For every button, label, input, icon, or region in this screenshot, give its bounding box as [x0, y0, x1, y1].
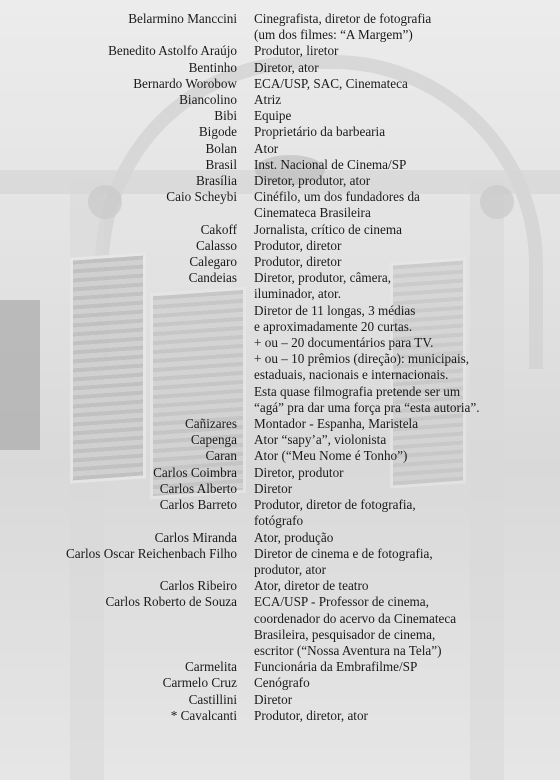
person-name: Benedito Astolfo Araújo — [108, 43, 237, 59]
person-role — [254, 270, 544, 416]
person-role — [254, 189, 544, 221]
role-line: Equipe — [254, 108, 292, 124]
role-line: Ator (“Meu Nome é Tonho”) — [254, 448, 408, 464]
role-line: Inst. Nacional de Cinema/SP — [254, 156, 407, 172]
role-line: Atriz — [254, 92, 282, 108]
role-line: Diretor, produtor — [254, 464, 344, 480]
person-name: Carlos Oscar Reichenbach Filho — [65, 545, 237, 561]
person-name: Calegaro — [189, 254, 237, 270]
person-role — [254, 43, 544, 59]
person-name: Castillini — [188, 691, 237, 707]
role-line: Ator, produção — [254, 529, 334, 545]
person-name: Bibi — [214, 108, 237, 124]
credit-entry — [0, 189, 560, 221]
person-name: Bolan — [205, 140, 237, 156]
role-line: Montador - Espanha, Maristela — [254, 416, 419, 432]
person-role — [254, 481, 544, 497]
credits-list — [0, 11, 560, 724]
role-line: Diretor — [254, 691, 293, 707]
role-line: ECA/USP, SAC, Cinemateca — [254, 75, 408, 91]
person-name: Belarmino Manccini — [128, 11, 237, 26]
role-line: Proprietário da barbearia — [254, 124, 386, 140]
credit-entry — [0, 448, 560, 464]
person-name: Carlos Roberto de Souza — [105, 594, 237, 610]
role-line: Brasileira, pesquisador de cinema, — [254, 626, 436, 642]
role-line: (um dos filmes: “A Margem”) — [254, 27, 413, 43]
role-line: coordenador do acervo da Cinemateca — [254, 610, 457, 626]
role-line: Diretor de cinema e de fotografia, — [254, 545, 433, 561]
role-line: Esta quase filmografia pretende ser um — [254, 383, 461, 399]
credit-entry — [0, 481, 560, 497]
credit-entry — [0, 432, 560, 448]
credit-entry — [0, 11, 560, 43]
credit-entry — [0, 238, 560, 254]
role-line: Diretor, produtor, câmera, — [254, 270, 391, 286]
credit-entry — [0, 692, 560, 708]
person-name: Bernardo Worobow — [133, 75, 237, 91]
role-line: Produtor, diretor de fotografia, — [254, 497, 416, 513]
person-role — [254, 11, 544, 43]
person-name: Carlos Barreto — [159, 497, 237, 513]
person-role — [254, 578, 544, 594]
person-name: Carlos Ribeiro — [159, 578, 237, 594]
role-line: escritor (“Nossa Aventura na Tela”) — [254, 642, 442, 658]
credit-entry — [0, 141, 560, 157]
person-name: Carlos Coimbra — [153, 464, 237, 480]
person-role — [254, 141, 544, 157]
person-name: Cañizares — [185, 416, 237, 432]
role-line: Cinemateca Brasileira — [254, 205, 371, 221]
role-line: Jornalista, crítico de cinema — [254, 221, 402, 237]
credit-entry — [0, 594, 560, 659]
role-line: Diretor, ator — [254, 59, 319, 75]
role-line: ECA/USP - Professor de cinema, — [254, 594, 429, 610]
role-line: e aproximadamente 20 curtas. — [254, 318, 413, 334]
credit-entry — [0, 708, 560, 724]
role-line: + ou – 20 documentários para TV. — [254, 335, 434, 351]
role-line: Cenógrafo — [254, 675, 310, 691]
person-role — [254, 675, 544, 691]
credit-entry — [0, 578, 560, 594]
role-line: Produtor, liretor — [254, 43, 339, 59]
person-role — [254, 546, 544, 578]
role-line: Produtor, diretor — [254, 237, 342, 253]
credit-entry — [0, 270, 560, 416]
credit-entry — [0, 465, 560, 481]
role-line: “agá” pra dar uma força pra “esta autoria”. — [254, 399, 480, 415]
person-role — [254, 692, 544, 708]
person-name: Carmelita — [185, 659, 237, 675]
credit-entry — [0, 124, 560, 140]
person-role — [254, 108, 544, 124]
credit-entry — [0, 222, 560, 238]
credit-entry — [0, 76, 560, 92]
credit-entry — [0, 60, 560, 76]
person-role — [254, 497, 544, 529]
role-line: Diretor — [254, 480, 293, 496]
credit-entry — [0, 157, 560, 173]
role-line: Cinegrafista, diretor de fotografia — [254, 11, 432, 26]
credit-entry — [0, 659, 560, 675]
person-role — [254, 432, 544, 448]
role-line: Ator — [254, 140, 279, 156]
person-role — [254, 238, 544, 254]
person-name: Brasil — [205, 156, 237, 172]
person-name: Bigode — [198, 124, 237, 140]
credit-entry — [0, 530, 560, 546]
person-name: Capenga — [190, 432, 237, 448]
person-role — [254, 60, 544, 76]
role-line: + ou – 10 prêmios (direção): municipais, — [254, 351, 470, 367]
role-line: Cinéfilo, um dos fundadores da — [254, 189, 420, 205]
credit-entry — [0, 546, 560, 578]
person-name: Carmelo Cruz — [162, 675, 237, 691]
person-role — [254, 254, 544, 270]
person-role — [254, 173, 544, 189]
role-line: fotógrafo — [254, 513, 304, 529]
person-name: Caio Scheybi — [166, 189, 237, 205]
person-name: Bentinho — [188, 59, 237, 75]
role-line: Ator “sapy’a”, violonista — [254, 432, 387, 448]
person-name: Biancolino — [179, 92, 237, 108]
credit-entry — [0, 675, 560, 691]
role-line: Ator, diretor de teatro — [254, 578, 369, 594]
person-role — [254, 222, 544, 238]
role-line: Funcionária da Embrafilme/SP — [254, 659, 418, 675]
person-name: Calasso — [195, 237, 237, 253]
role-line: produtor, ator — [254, 561, 326, 577]
person-name: Cakoff — [200, 221, 237, 237]
person-name: * Cavalcanti — [170, 707, 237, 723]
person-role — [254, 530, 544, 546]
person-name: Brasília — [195, 173, 237, 189]
person-role — [254, 157, 544, 173]
credit-entry — [0, 43, 560, 59]
person-role — [254, 594, 544, 659]
credit-entry — [0, 173, 560, 189]
person-name: Caran — [205, 448, 237, 464]
role-line: Produtor, diretor, ator — [254, 707, 368, 723]
credit-entry — [0, 416, 560, 432]
credit-entry — [0, 497, 560, 529]
role-line: estaduais, nacionais e internacionais. — [254, 367, 449, 383]
person-role — [254, 92, 544, 108]
credit-entry — [0, 92, 560, 108]
person-role — [254, 416, 544, 432]
credit-entry — [0, 108, 560, 124]
person-role — [254, 124, 544, 140]
person-role — [254, 659, 544, 675]
person-role — [254, 76, 544, 92]
role-line: Diretor, produtor, ator — [254, 173, 371, 189]
role-line: Produtor, diretor — [254, 254, 342, 270]
person-role — [254, 708, 544, 724]
person-name: Carlos Alberto — [159, 480, 237, 496]
role-line: Diretor de 11 longas, 3 médias — [254, 302, 416, 318]
credit-entry — [0, 254, 560, 270]
person-name: Carlos Miranda — [154, 529, 237, 545]
role-line: iluminador, ator. — [254, 286, 342, 302]
person-role — [254, 448, 544, 464]
person-name: Candeias — [188, 270, 237, 286]
person-role — [254, 465, 544, 481]
